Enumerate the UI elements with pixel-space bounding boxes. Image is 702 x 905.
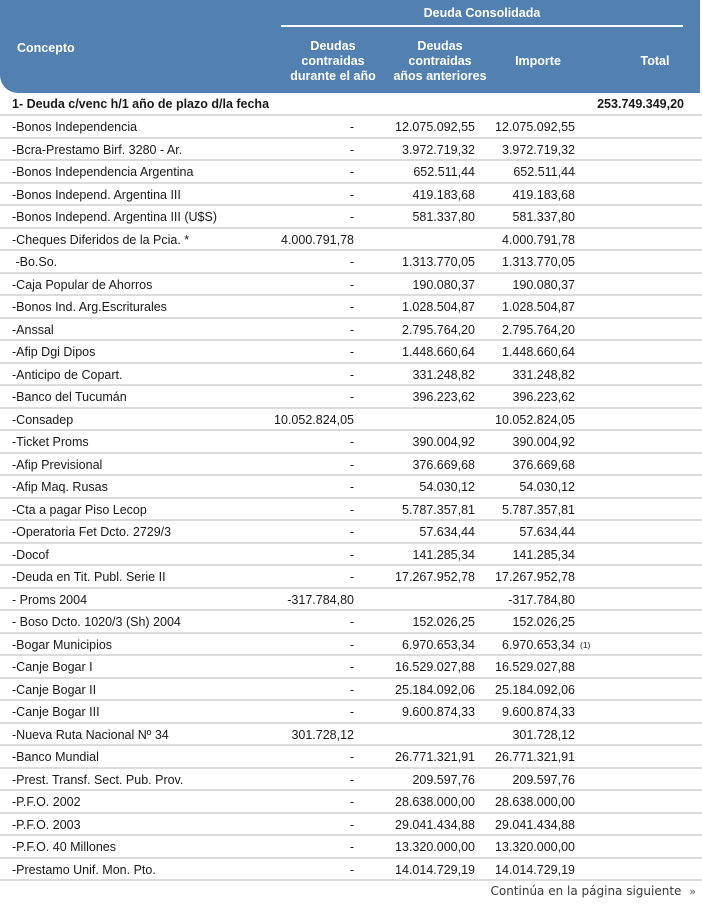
table-row [0, 634, 702, 657]
group-underline [281, 25, 683, 27]
debt-table [0, 93, 702, 881]
concepto-cell: -Bonos Independencia [12, 120, 138, 134]
group-title-deuda-consolidada: Deuda Consolidada [423, 6, 541, 20]
anteriores-cell: 26.771.321,91 [395, 750, 475, 764]
importe-cell: 9.600.874,33 [502, 705, 575, 719]
importe-cell: 581.337,80 [512, 210, 575, 224]
durante-cell: - [349, 480, 354, 494]
anteriores-cell: 9.600.874,33 [402, 705, 475, 719]
table-row [0, 319, 702, 342]
column-header-concepto: Concepto [17, 41, 75, 55]
anteriores-cell: 54.030,12 [419, 480, 475, 494]
table-row [0, 701, 702, 724]
table-row [0, 769, 702, 792]
importe-cell: 3.972.719,32 [502, 142, 575, 157]
anteriores-cell: 12.075.092,55 [395, 120, 475, 134]
concepto-cell: -Canje Bogar III [12, 705, 100, 719]
table-row [0, 836, 702, 859]
table-row [0, 566, 702, 589]
importe-cell: 17.267.952,78 [495, 570, 575, 584]
table-row [0, 679, 702, 702]
table-row [0, 364, 702, 387]
anteriores-cell: 2.795.764,20 [402, 322, 475, 337]
anteriores-cell: 16.529.027,88 [395, 660, 475, 674]
durante-cell: - [349, 345, 354, 359]
importe-cell: 16.529.027,88 [495, 660, 575, 674]
table-row [0, 296, 702, 319]
table-row [0, 431, 702, 454]
importe-cell: 190.080,37 [512, 277, 575, 292]
table-row [0, 724, 702, 747]
importe-cell: 6.970.653,34 [502, 637, 575, 652]
durante-cell: - [349, 435, 354, 449]
concepto-cell: -Operatoria Fet Dcto. 2729/3 [12, 525, 172, 539]
concepto-cell: -Bonos Independencia Argentina [12, 165, 194, 179]
anteriores-cell: 29.041.434,88 [395, 817, 475, 832]
durante-cell: - [349, 255, 354, 269]
durante-cell: 10.052.824,05 [274, 412, 354, 427]
concepto-cell: -Bcra-Prestamo Birf. 3280 - Ar. [12, 142, 183, 157]
durante-cell: - [349, 367, 354, 382]
column-header-line: durante el año [290, 69, 376, 83]
anteriores-cell: 3.972.719,32 [402, 142, 475, 157]
importe-cell: 28.638.000,00 [495, 795, 575, 809]
concepto-cell: -Bo.So. [12, 255, 58, 269]
concepto-cell: -Docof [12, 547, 49, 562]
concepto-cell: -Bonos Ind. Arg.Escriturales [12, 300, 167, 314]
concepto-cell: -Canje Bogar II [12, 682, 97, 697]
importe-cell: 209.597,76 [512, 772, 575, 787]
column-header-durante-el-ano [281, 39, 385, 84]
anteriores-cell: 1.448.660,64 [402, 345, 475, 359]
importe-cell: 29.041.434,88 [495, 817, 575, 832]
importe-cell: 141.285,34 [512, 547, 575, 562]
importe-cell: 26.771.321,91 [495, 750, 575, 764]
concepto-cell: -Bogar Municipios [12, 637, 113, 652]
column-header-line: contraidas [408, 54, 472, 68]
concepto-cell: -Caja Popular de Ahorros [12, 277, 153, 292]
concepto-cell: -Deuda en Tit. Publ. Serie II [12, 570, 166, 584]
importe-cell: 1.313.770,05 [502, 255, 575, 269]
concepto-cell: -Ticket Proms [12, 435, 89, 449]
durante-cell: 301.728,12 [291, 727, 354, 742]
durante-cell: 4.000.791,78 [281, 232, 354, 247]
anteriores-cell: 5.787.357,81 [402, 502, 475, 517]
column-header-anos-anteriores [392, 39, 488, 84]
durante-cell: - [349, 615, 354, 629]
durante-cell: - [349, 547, 354, 562]
anteriores-cell: 209.597,76 [412, 772, 475, 787]
importe-cell: 1.448.660,64 [502, 345, 575, 359]
anteriores-cell: 376.669,68 [412, 457, 475, 472]
column-header-line: años anteriores [393, 69, 487, 83]
anteriores-cell: 57.634,44 [419, 525, 475, 539]
concepto-cell: -Afip Dgi Dipos [12, 345, 96, 359]
durante-cell: - [349, 120, 354, 134]
importe-cell: -317.784,80 [508, 592, 575, 607]
concepto-cell: -Anticipo de Copart. [12, 367, 123, 382]
table-row [0, 409, 702, 432]
durante-cell: - [349, 862, 354, 877]
durante-cell: - [349, 300, 354, 314]
concepto-cell: -Anssal [12, 322, 54, 337]
anteriores-cell: 1.028.504,87 [402, 300, 475, 314]
continuation-note [490, 884, 696, 898]
concepto-cell: -Banco Mundial [12, 750, 99, 764]
double-chevron-right-icon: » [689, 885, 696, 898]
durante-cell: - [349, 502, 354, 517]
durante-cell: - [349, 210, 354, 224]
section-label: 1- Deuda c/venc h/1 año de plazo d/la fecha [12, 97, 270, 111]
section-total: 253.749.349,20 [597, 97, 684, 111]
importe-cell: 390.004,92 [512, 435, 575, 449]
importe-cell: 652.511,44 [513, 165, 575, 179]
durante-cell: - [349, 277, 354, 292]
importe-cell: 5.787.357,81 [502, 502, 575, 517]
importe-cell: 331.248,82 [512, 367, 575, 382]
table-row [0, 386, 702, 409]
anteriores-cell: 419.183,68 [412, 187, 475, 202]
concepto-cell: - Boso Dcto. 1020/3 (Sh) 2004 [12, 615, 181, 629]
importe-cell: 10.052.824,05 [495, 412, 575, 427]
anteriores-cell: 1.313.770,05 [402, 255, 475, 269]
importe-cell: 25.184.092,06 [495, 682, 575, 697]
concepto-cell: -P.F.O. 40 Millones [12, 840, 116, 854]
column-header-line: Deudas [310, 39, 356, 53]
column-header-line: Deudas [417, 39, 463, 53]
anteriores-cell: 390.004,92 [412, 435, 475, 449]
durante-cell: - [349, 660, 354, 674]
concepto-cell: -Consadep [12, 412, 74, 427]
concepto-cell: -Bonos Independ. Argentina III [12, 187, 181, 202]
footnote-marker: (1) [580, 639, 591, 650]
table-row [0, 454, 702, 477]
importe-cell: 152.026,25 [512, 615, 575, 629]
durante-cell: - [349, 187, 354, 202]
durante-cell: - [349, 682, 354, 697]
table-row [0, 139, 702, 162]
importe-cell: 13.320.000,00 [495, 840, 575, 854]
importe-cell: 57.634,44 [519, 525, 575, 539]
anteriores-cell: 14.014.729,19 [395, 862, 475, 877]
concepto-cell: -Afip Maq. Rusas [12, 480, 108, 494]
importe-cell: 376.669,68 [512, 457, 575, 472]
importe-cell: 419.183,68 [512, 187, 575, 202]
anteriores-cell: 13.320.000,00 [395, 840, 475, 854]
table-row [0, 184, 702, 207]
concepto-cell: -Cta a pagar Piso Lecop [12, 502, 147, 517]
concepto-cell: -P.F.O. 2003 [12, 817, 81, 832]
anteriores-cell: 25.184.092,06 [395, 682, 475, 697]
anteriores-cell: 581.337,80 [412, 210, 475, 224]
table-row [0, 206, 702, 229]
concepto-cell: -Prest. Transf. Sect. Pub. Prov. [12, 772, 184, 787]
concepto-cell: -Cheques Diferidos de la Pcia. * [12, 232, 190, 247]
anteriores-cell: 141.285,34 [412, 547, 475, 562]
concepto-cell: -Canje Bogar I [12, 660, 93, 674]
column-header-line: contraidas [301, 54, 365, 68]
durante-cell: - [349, 457, 354, 472]
concepto-cell: -Prestamo Unif. Mon. Pto. [12, 862, 156, 877]
durante-cell: - [349, 817, 354, 832]
concepto-cell: -Nueva Ruta Nacional Nº 34 [12, 727, 169, 742]
table-row [0, 341, 702, 364]
anteriores-cell: 6.970.653,34 [402, 637, 475, 652]
importe-cell: 2.795.764,20 [502, 322, 575, 337]
concepto-cell: -Bonos Independ. Argentina III (U$S) [12, 210, 217, 224]
durante-cell: - [349, 772, 354, 787]
concepto-cell: -Banco del Tucumán [12, 390, 127, 404]
section-row [0, 93, 702, 116]
durante-cell: - [349, 142, 354, 157]
durante-cell: - [349, 795, 354, 809]
anteriores-cell: 396.223,62 [412, 390, 475, 404]
importe-cell: 1.028.504,87 [502, 300, 575, 314]
table-row [0, 161, 702, 184]
table-row [0, 814, 702, 837]
concepto-cell: - Proms 2004 [12, 592, 88, 607]
table-row [0, 499, 702, 522]
table-row [0, 229, 702, 252]
durante-cell: - [349, 525, 354, 539]
table-row [0, 791, 702, 814]
table-row [0, 251, 702, 274]
column-header-total: Total [640, 54, 670, 68]
table-row [0, 476, 702, 499]
durante-cell: - [349, 840, 354, 854]
importe-cell: 4.000.791,78 [502, 232, 575, 247]
anteriores-cell: 190.080,37 [412, 277, 475, 292]
table-row [0, 116, 702, 139]
durante-cell: - [349, 750, 354, 764]
table-row [0, 611, 702, 634]
anteriores-cell: 17.267.952,78 [395, 570, 475, 584]
concepto-cell: -Afip Previsional [12, 457, 103, 472]
table-row [0, 274, 702, 297]
durante-cell: - [349, 322, 354, 337]
table-row [0, 746, 702, 769]
importe-cell: 14.014.729,19 [495, 862, 575, 877]
anteriores-cell: 652.511,44 [413, 165, 475, 179]
durante-cell: - [349, 570, 354, 584]
importe-cell: 12.075.092,55 [495, 120, 575, 134]
table-row [0, 589, 702, 612]
durante-cell: - [349, 705, 354, 719]
table-row [0, 521, 702, 544]
table-row [0, 544, 702, 567]
importe-cell: 396.223,62 [512, 390, 575, 404]
column-header-importe: Importe [515, 54, 561, 68]
durante-cell: - [349, 390, 354, 404]
anteriores-cell: 28.638.000,00 [395, 795, 475, 809]
table-header [0, 0, 700, 93]
concepto-cell: -P.F.O. 2002 [12, 795, 81, 809]
durante-cell: - [349, 165, 354, 179]
table-row [0, 859, 702, 882]
importe-cell: 301.728,12 [512, 727, 575, 742]
durante-cell: - [349, 637, 354, 652]
continuation-text: Continúa en la página siguiente [490, 884, 682, 898]
table-row [0, 656, 702, 679]
durante-cell: -317.784,80 [287, 592, 354, 607]
anteriores-cell: 152.026,25 [412, 615, 475, 629]
anteriores-cell: 331.248,82 [412, 367, 475, 382]
importe-cell: 54.030,12 [519, 480, 575, 494]
